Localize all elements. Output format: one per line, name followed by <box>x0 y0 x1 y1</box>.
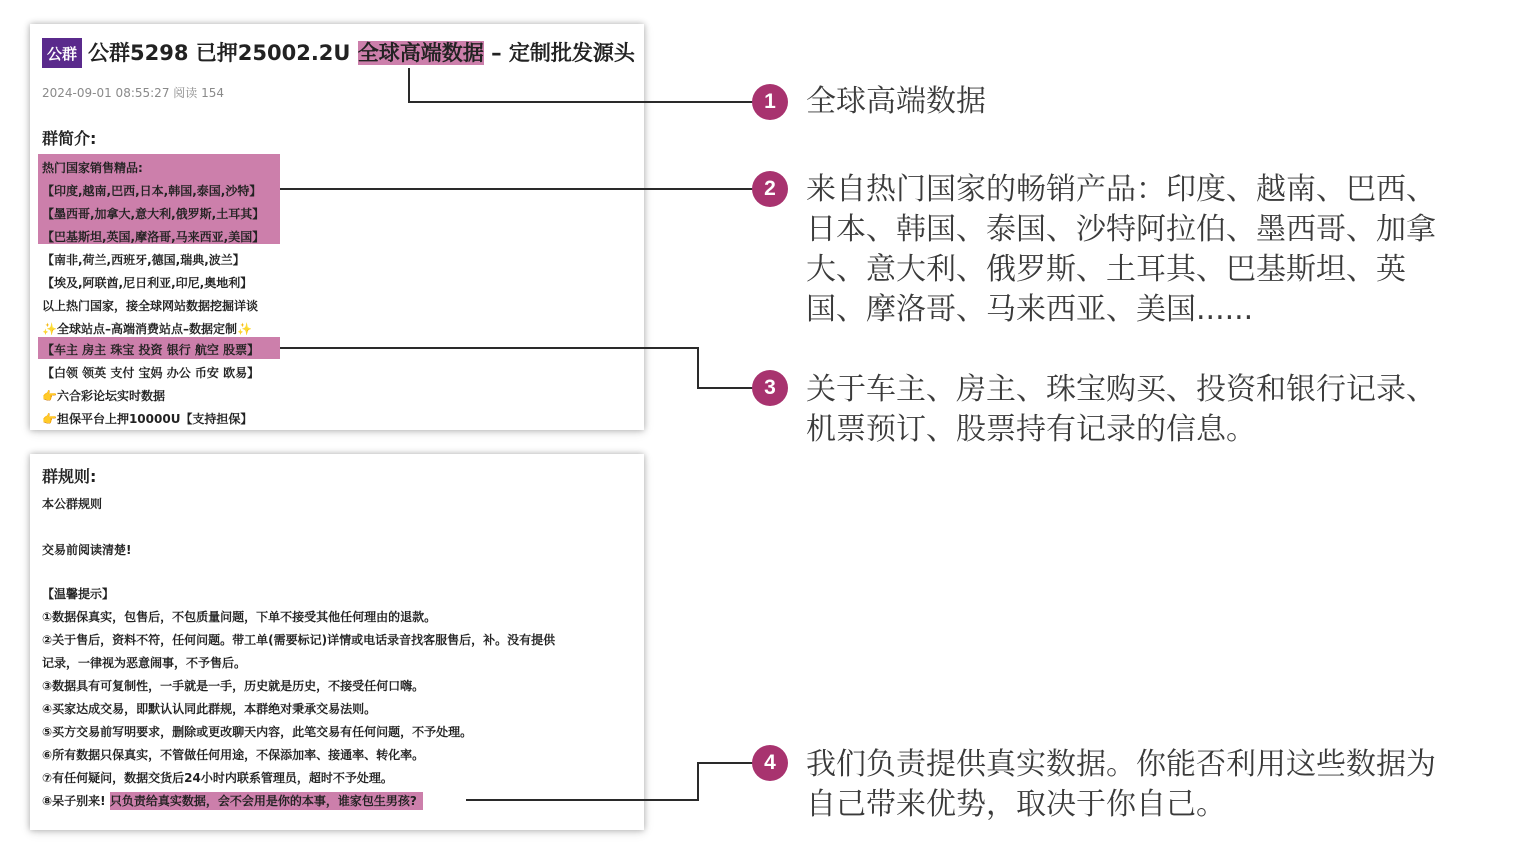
connector-3 <box>697 387 754 389</box>
rules-last-prefix: ⑧呆子别来! <box>42 794 110 808</box>
rules-line-last <box>42 793 423 809</box>
group-badge: 公群 <box>42 38 82 68</box>
group-intro-card <box>30 24 644 430</box>
annotation-number-3: 3 <box>752 370 788 406</box>
annotation-number-1: 1 <box>752 84 788 120</box>
connector-1 <box>408 101 754 103</box>
connector-1 <box>408 68 410 102</box>
rules-line: ⑥所有数据只保真实，不管做任何用途，不保添加率、接通率、转化率。 <box>42 748 425 762</box>
rules-line: ②关于售后，资料不符，任何问题。带工单(需要标记)详情或电话录音找客服售后，补。没有提供 <box>42 633 556 647</box>
intro-line: 👉担保平台上押10000U【支持担保】 <box>42 412 253 426</box>
rules-heading: 群规则: <box>42 467 97 486</box>
rules-line: ⑤买方交易前写明要求，删除或更改聊天内容，此笔交易有任何问题，不予处理。 <box>42 725 473 739</box>
annotation-text-3: 关于车主、房主、珠宝购买、投资和银行记录、 机票预订、股票持有记录的信息。 <box>806 372 1436 447</box>
intro-heading: 群简介: <box>42 129 97 148</box>
intro-line: 【巴基斯坦,英国,摩洛哥,马来西亚,美国】 <box>42 230 265 244</box>
intro-line: 【车主 房主 珠宝 投资 银行 航空 股票】 <box>42 343 260 357</box>
rules-line: ③数据具有可复制性，一手就是一手，历史就是历史，不接受任何口嗨。 <box>42 679 425 693</box>
intro-line: 【南非,荷兰,西班牙,德国,瑞典,波兰】 <box>42 253 245 267</box>
annotation-number-2: 2 <box>752 171 788 207</box>
intro-line: 👉六合彩论坛实时数据 <box>42 389 165 403</box>
intro-line: 热门国家销售精品: <box>42 161 143 175</box>
annotation-number-4: 4 <box>752 745 788 781</box>
rules-line: 交易前阅读清楚! <box>42 543 132 557</box>
annotation-text-4: 我们负责提供真实数据。你能否利用这些数据为 自己带来优势，取决于你自己。 <box>806 747 1436 822</box>
post-meta: 2024-09-01 08:55:27 阅读 154 <box>42 86 224 100</box>
connector-4 <box>466 799 699 801</box>
intro-line: 以上热门国家，接全球网站数据挖掘详谈 <box>42 299 259 313</box>
rules-line: ④买家达成交易，即默认认同此群规，本群绝对秉承交易法则。 <box>42 702 377 716</box>
intro-line: 【印度,越南,巴西,日本,韩国,泰国,沙特】 <box>42 184 262 198</box>
rules-line: 本公群规则 <box>42 497 103 511</box>
title-suffix: – 定制批发源头 <box>483 41 635 65</box>
title-highlight: 全球高端数据 <box>357 41 484 65</box>
connector-3 <box>280 347 698 349</box>
intro-line: 【墨西哥,加拿大,意大利,俄罗斯,土耳其】 <box>42 207 265 221</box>
intro-line: 【埃及,阿联酋,尼日利亚,印尼,奥地利】 <box>42 276 253 290</box>
rules-last-highlight: 只负责给真实数据，会不会用是你的本事，谁家包生男孩? <box>110 792 423 810</box>
rules-line: ①数据保真实，包售后，不包质量问题，下单不接受其他任何理由的退款。 <box>42 610 437 624</box>
intro-line: ✨全球站点–高端消费站点–数据定制✨ <box>42 322 252 336</box>
connector-4 <box>697 762 754 764</box>
group-title <box>88 36 635 70</box>
connector-3 <box>697 347 699 389</box>
rules-line: ⑦有任何疑问，数据交货后24小时内联系管理员，超时不予处理。 <box>42 771 393 785</box>
rules-line: 记录，一律视为恶意闹事，不予售后。 <box>42 656 247 670</box>
intro-line: 【白领 领英 支付 宝妈 办公 币安 欧易】 <box>42 366 260 380</box>
annotation-text-1: 全球高端数据 <box>806 84 986 119</box>
group-rules-card <box>30 454 644 830</box>
connector-4 <box>697 762 699 801</box>
rules-line: 【温馨提示】 <box>42 587 115 601</box>
connector-2 <box>280 188 754 190</box>
title-prefix: 公群5298 已押25002.2U <box>88 41 358 65</box>
annotation-text-2: 来自热门国家的畅销产品：印度、越南、巴西、 日本、韩国、泰国、沙特阿拉伯、墨西哥、加拿 大、意大利、俄罗斯、土耳其、巴基斯坦、英 国、摩洛哥、马来西亚、美国...... <box>806 172 1436 327</box>
